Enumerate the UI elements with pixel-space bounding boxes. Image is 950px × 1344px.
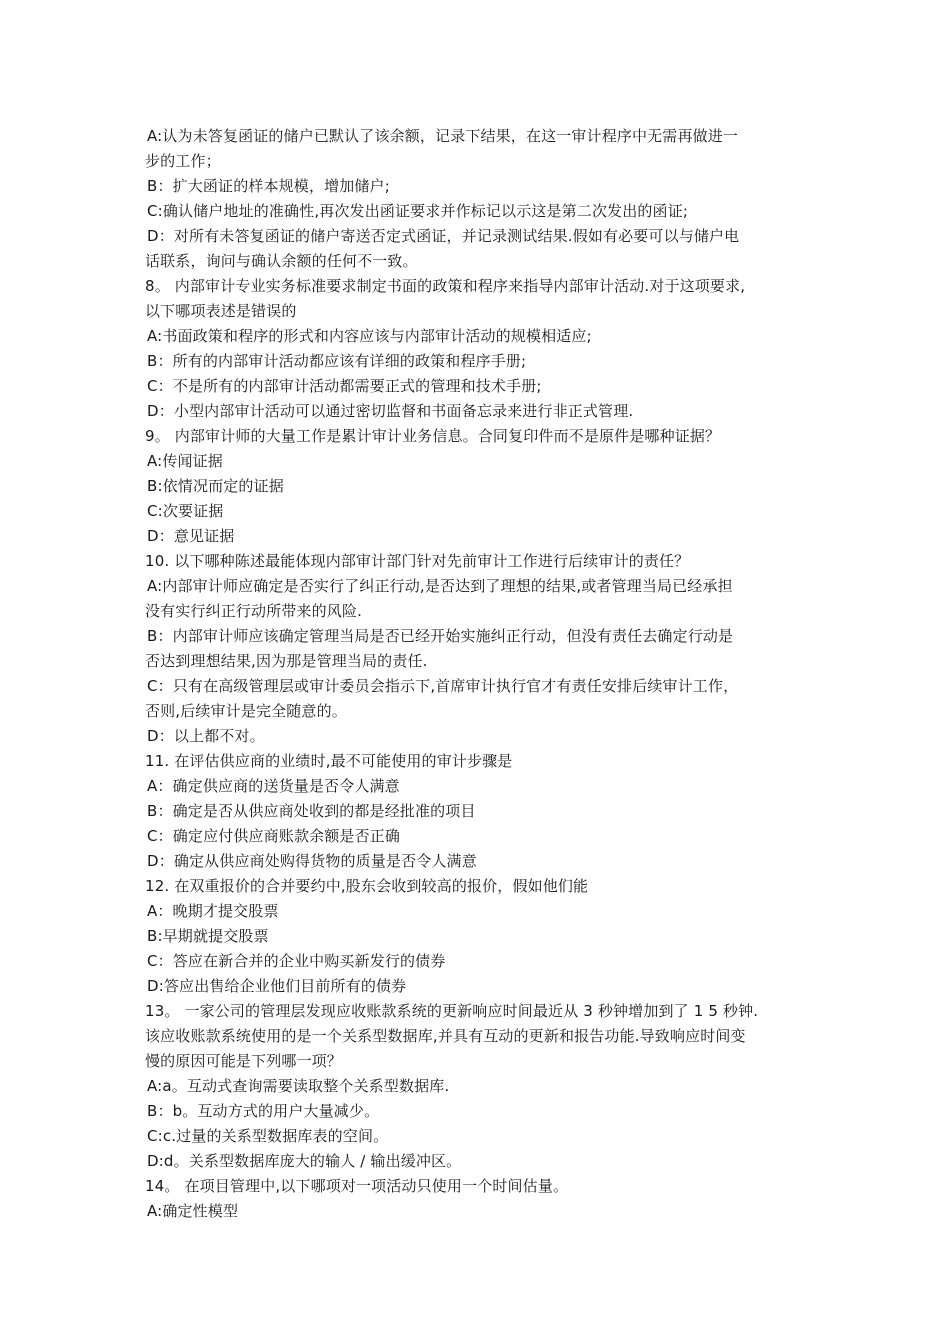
question-line: 12. 在双重报价的合并要约中,股东会收到较高的报价，假如他们能: [145, 877, 589, 895]
option-line: D：以上都不对。: [147, 727, 265, 745]
question-line-cont: 以下哪项表述是错误的: [145, 302, 297, 320]
option-line: A:传闻证据: [147, 452, 223, 470]
option-line: A:认为未答复函证的储户已默认了该余额，记录下结果，在这一审计程序中无需再做进一: [147, 127, 739, 145]
question-line: 9。 内部审计师的大量工作是累计审计业务信息。合同复印件而不是原件是哪种证据？: [145, 427, 721, 445]
option-line-cont: 话联系，询问与确认余额的任何不一致。: [145, 252, 418, 270]
option-line: B：所有的内部审计活动都应该有详细的政策和程序手册;: [147, 352, 527, 370]
option-line: A：晚期才提交股票: [147, 902, 279, 920]
option-line: D：意见证据: [147, 527, 235, 545]
option-line-cont: 没有实行纠正行动所带来的风险.: [145, 602, 363, 620]
option-line-cont: 步的工作；: [145, 152, 221, 170]
option-line: A:书面政策和程序的形式和内容应该与内部审计活动的规模相适应;: [147, 327, 592, 345]
option-line: C:确认储户地址的准确性,再次发出函证要求并作标记以示这是第二次发出的函证;: [147, 202, 689, 220]
option-line: C:c.过量的关系型数据库表的空间。: [147, 1127, 389, 1145]
option-line: C：不是所有的内部审计活动都需要正式的管理和技术手册;: [147, 377, 542, 395]
question-line-cont: 该应收账款系统使用的是一个关系型数据库,并具有互动的更新和报告功能.导致响应时间变: [145, 1027, 746, 1045]
option-line: D：对所有未答复函证的储户寄送否定式函证，并记录测试结果.假如有必要可以与储户电: [147, 227, 740, 245]
option-line: C：只有在高级管理层或审计委员会指示下,首席审计执行官才有责任安排后续审计工作，: [147, 677, 739, 695]
option-line: C：确定应付供应商账款余额是否正确: [147, 827, 401, 845]
option-line-cont: 否则,后续审计是完全随意的。: [145, 702, 347, 720]
option-line: B：确定是否从供应商处收到的都是经批准的项目: [147, 802, 476, 820]
question-line: 13。 一家公司的管理层发现应收账款系统的更新响应时间最近从 3 秒钟增加到了 1 5 秒钟.: [145, 1002, 759, 1020]
question-line: 11. 在评估供应商的业绩时,最不可能使用的审计步骤是: [145, 752, 513, 770]
option-line: D：小型内部审计活动可以通过密切监督和书面备忘录来进行非正式管理.: [147, 402, 634, 420]
option-line: C:次要证据: [147, 502, 224, 520]
option-line: D:d。关系型数据库庞大的输人 / 输出缓冲区。: [147, 1152, 462, 1170]
option-line: A:内部审计师应确定是否实行了纠正行动,是否达到了理想的结果,或者管理当局已经承担: [147, 577, 733, 595]
question-line: 8。 内部审计专业实务标准要求制定书面的政策和程序来指导内部审计活动.对于这项要求,: [145, 277, 746, 295]
option-line: B：扩大函证的样本规模，增加储户;: [147, 177, 390, 195]
option-line: A:确定性模型: [147, 1202, 239, 1220]
option-line: B：b。互动方式的用户大量减少。: [147, 1102, 380, 1120]
option-line-cont: 否达到理想结果,因为那是管理当局的责任.: [145, 652, 428, 670]
question-line: 10. 以下哪种陈述最能体现内部审计部门针对先前审计工作进行后续审计的责任？: [145, 552, 690, 570]
option-line: A：确定供应商的送货量是否令人满意: [147, 777, 400, 795]
option-line: B:早期就提交股票: [147, 927, 269, 945]
option-line: B：内部审计师应该确定管理当局是否已经开始实施纠正行动，但没有责任去确定行动是: [147, 627, 734, 645]
option-line: D：确定从供应商处购得货物的质量是否令人满意: [147, 852, 477, 870]
option-line: D:答应出售给企业他们目前所有的债券: [147, 977, 407, 995]
question-line-cont: 慢的原因可能是下列哪一项？: [145, 1052, 342, 1070]
option-line: A:a。互动式查询需要读取整个关系型数据库.: [147, 1077, 450, 1095]
option-line: B:依情况而定的证据: [147, 477, 284, 495]
option-line: C：答应在新合并的企业中购买新发行的债券: [147, 952, 446, 970]
question-line: 14。 在项目管理中,以下哪项对一项活动只使用一个时间估量。: [145, 1177, 569, 1195]
